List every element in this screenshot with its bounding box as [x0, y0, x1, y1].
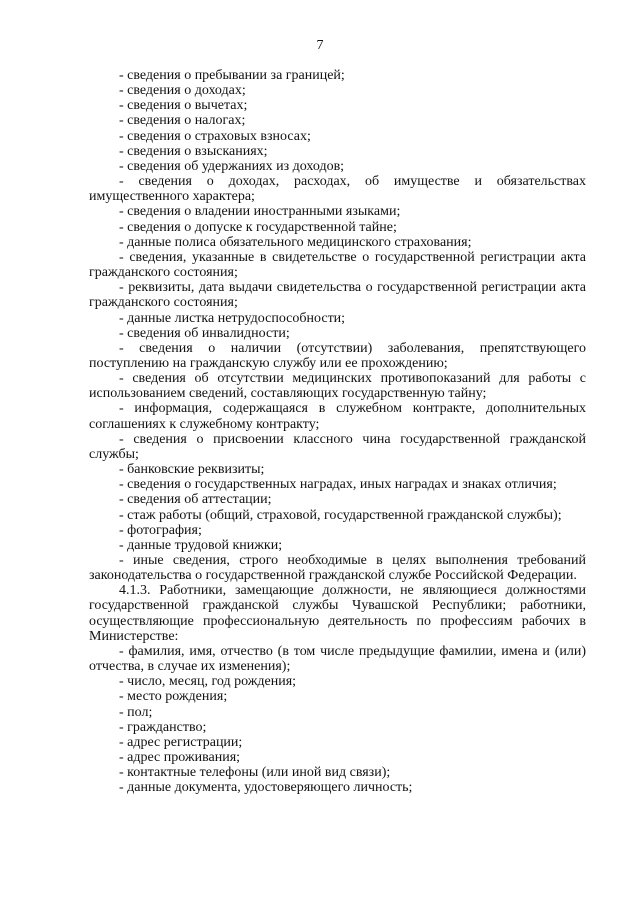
- list-item: - иные сведения, строго необходимые в целях выполнения требований законодательства о государственной гражданской службе Российской Федерации.: [89, 553, 586, 584]
- list-item: - контактные телефоны (или иной вид связи);: [119, 765, 391, 781]
- list-item: - сведения о наличии (отсутствии) заболевания, препятствующего поступлению на гражданскую службу или ее прохождению;: [89, 340, 586, 371]
- list-item: - данные полиса обязательного медицинского страхования;: [119, 234, 472, 250]
- list-item: - сведения об удержаниях из доходов;: [119, 158, 345, 174]
- list-item: - данные трудовой книжки;: [119, 537, 283, 553]
- list-item: - сведения о присвоении классного чина государственной гражданской службы;: [89, 431, 586, 462]
- list-item: - сведения о вычетах;: [119, 98, 248, 114]
- list-item: - сведения о государственных наградах, иных наградах и знаках отличия;: [119, 477, 557, 493]
- list-item: - адрес регистрации;: [119, 734, 243, 750]
- list-item: - фамилия, имя, отчество (в том числе предыдущие фамилии, имена и (или) отчества, в случае их изменения);: [89, 643, 586, 675]
- list-item: - место рождения;: [119, 689, 228, 705]
- list-item: - пол;: [119, 704, 153, 720]
- list-item: - сведения об инвалидности;: [119, 325, 290, 341]
- list-item: - сведения о доходах, расходах, об имуществе и обязательствах имущественного характера;: [89, 174, 586, 205]
- list-item: - сведения об аттестации;: [119, 492, 272, 508]
- list-item: - сведения о пребывании за границей;: [119, 68, 345, 83]
- list-item: - число, месяц, год рождения;: [119, 674, 297, 690]
- list-item: - стаж работы (общий, страховой, государственной гражданской службы);: [119, 507, 562, 523]
- list-item: - сведения о налогах;: [119, 113, 246, 129]
- list-item: - сведения о владении иностранными языками;: [119, 204, 401, 220]
- list-item: - сведения, указанные в свидетельстве о государственной регистрации акта гражданского состояния;: [89, 249, 586, 281]
- page-number: 7: [316, 38, 324, 53]
- list-item: - сведения о взысканиях;: [119, 143, 268, 159]
- list-item: - реквизиты, дата выдачи свидетельства о государственной регистрации акта гражданского состояния;: [89, 280, 586, 311]
- document-body: [89, 68, 586, 796]
- list-item: - адрес проживания;: [119, 750, 241, 766]
- list-item: - сведения о допуске к государственной тайне;: [119, 219, 397, 235]
- list-item: - сведения о страховых взносах;: [119, 128, 311, 144]
- list-item: - информация, содержащаяся в служебном контракте, дополнительных соглашениях к служебному контракту;: [89, 401, 586, 432]
- list-item: - фотография;: [119, 522, 202, 538]
- list-item: - банковские реквизиты;: [119, 462, 265, 478]
- list-item: - данные листка нетрудоспособности;: [119, 310, 346, 326]
- list-item: - данные документа, удостоверяющего личность;: [119, 780, 413, 796]
- list-item: - гражданство;: [119, 719, 207, 735]
- section-paragraph: 4.1.3. Работники, замещающие должности, не являющиеся должностями государственной гражданской службы Чувашской Республики; работники, осуществляющие профессиональную деятельность по профессиям рабочих в Министерстве:: [89, 583, 586, 644]
- list-item: - сведения о доходах;: [119, 83, 246, 99]
- list-item: - сведения об отсутствии медицинских противопоказаний для работы с использованием сведений, составляющих государственную тайну;: [89, 371, 586, 402]
